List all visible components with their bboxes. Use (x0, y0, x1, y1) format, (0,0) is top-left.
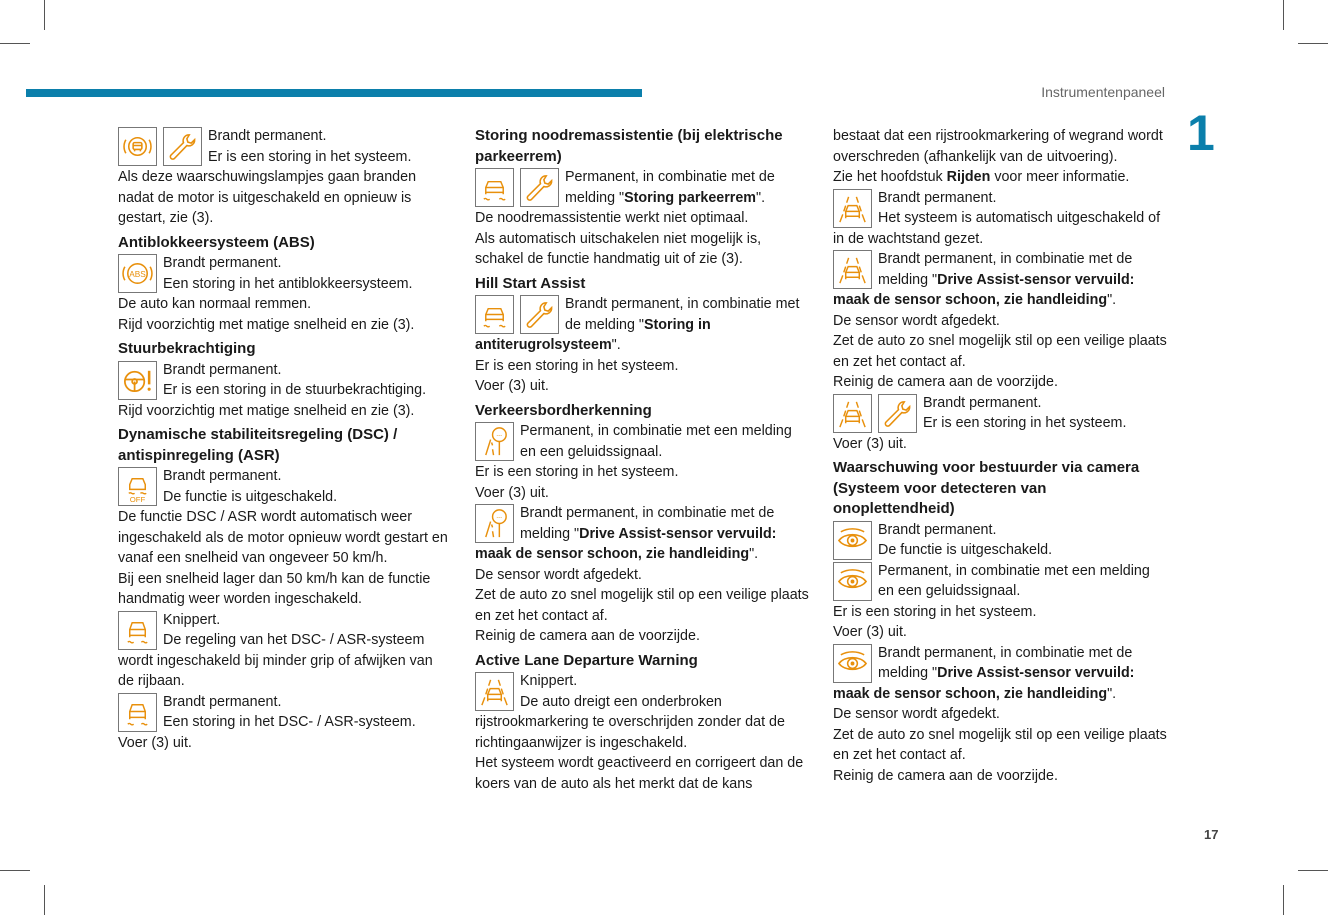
lane-departure-icon (833, 189, 872, 228)
crop-mark (1298, 43, 1328, 44)
row-text-line1: Brandt permanent. (163, 361, 282, 378)
brake-warning-icon (118, 127, 157, 166)
row-text: Brandt permanent, in combinatie met de melding "Storing in antiterugrolsysteem". (475, 296, 800, 353)
heading-hill-start: Hill Start Assist (475, 274, 586, 292)
row-text-line2: De functie is uitgeschakeld. (878, 542, 1053, 558)
crop-mark (44, 0, 45, 30)
paragraph: Zet de auto zo snel mogelijk stil op een veilige plaats en zet het contact af. (833, 333, 1167, 370)
paragraph: Voer (3) uit. (118, 734, 192, 751)
row-text-line1: Brandt permanent. (163, 468, 282, 484)
warning-row-dsc-off (118, 466, 450, 507)
crop-mark (0, 43, 30, 44)
lane-departure-icon (833, 250, 872, 289)
crop-mark (1283, 0, 1284, 30)
row-text-line1: Brandt permanent. (923, 394, 1042, 411)
row-text-line2: Er is een storing in het systeem. (923, 415, 1127, 431)
warning-row-eye-1 (833, 520, 1169, 561)
paragraph: Zie het hoofdstuk Rijden voor meer informatie. (833, 169, 1130, 185)
warning-row-hill (475, 294, 811, 356)
row-text-line1: Knippert. (520, 673, 578, 689)
paragraph: Reinig de camera aan de voorzijde. (833, 767, 1058, 784)
row-text-line2: Een storing in het antiblokkeersysteem. (163, 275, 413, 292)
row-text: Permanent, in combinatie met de melding "Storing parkeerrem". (565, 169, 775, 206)
heading-abs: Antiblokkeersysteem (ABS) (118, 233, 315, 251)
traffic-sign-icon (475, 422, 514, 461)
lane-departure-icon (475, 672, 514, 711)
paragraph: Voer (3) uit. (475, 484, 549, 501)
paragraph: Het systeem wordt geactiveerd en corrigeert dan de koers van de auto als het merkt dat de kans (475, 755, 804, 792)
row-text: Permanent, in combinatie met een melding en een geluidssignaal. (878, 562, 1150, 599)
warning-row-dsc-flash (118, 610, 450, 692)
header-bar (26, 89, 642, 97)
paragraph: bestaat dat een rijstrookmarkering of wegrand wordt overschreden (afhankelijk van de uitvoering). (833, 128, 1163, 165)
paragraph: De auto kan normaal remmen. (118, 296, 312, 312)
paragraph: Voer (3) uit. (475, 378, 549, 394)
row-text-line2: Een storing in het DSC- / ASR-systeem. (163, 714, 416, 730)
warning-row-dsc-fault (118, 692, 450, 733)
warning-row-lane-2 (833, 188, 1169, 250)
row-text-line2: De functie is uitgeschakeld. (163, 488, 338, 505)
warning-row-lane-3 (833, 249, 1169, 311)
crop-mark (44, 885, 45, 915)
paragraph: De noodremassistentie werkt niet optimaal. (475, 210, 749, 226)
heading-lane-departure: Active Lane Departure Warning (475, 651, 698, 669)
eye-icon (833, 644, 872, 683)
warning-row-abs (118, 253, 450, 294)
warning-row-traffic-1 (475, 421, 811, 462)
column-3 (833, 126, 1169, 786)
row-text-line2: Er is een storing in het systeem. (208, 148, 412, 165)
paragraph: Rijd voorzichtig met matige snelheid en zie (3). (118, 316, 415, 333)
warning-row-brake-assist (118, 126, 450, 167)
row-text-line2: De regeling van het DSC- / ASR-systeem wordt ingeschakeld bij minder grip of afwijken van de rijbaan. (118, 632, 433, 689)
paragraph: Er is een storing in het systeem. (475, 464, 679, 480)
paragraph: Zet de auto zo snel mogelijk stil op een veilige plaats en zet het contact af. (475, 587, 809, 624)
paragraph: Rijd voorzichtig met matige snelheid en zie (3). (118, 402, 415, 419)
row-text-line1: Knippert. (163, 611, 221, 628)
paragraph: De sensor wordt afgedekt. (833, 312, 1000, 329)
heading-driver-attention: Waarschuwing voor bestuurder via camera (Systeem voor detecteren van onoplettendheid) (833, 459, 1140, 517)
dsc-icon (118, 693, 157, 732)
wrench-icon (163, 127, 202, 166)
crop-mark (1298, 870, 1328, 871)
paragraph: Reinig de camera aan de voorzijde. (475, 628, 700, 644)
warning-row-eye-2 (833, 561, 1169, 602)
paragraph: Voer (3) uit. (833, 624, 907, 640)
paragraph: De sensor wordt afgedekt. (475, 566, 642, 583)
row-text-line1: Brandt permanent. (163, 255, 282, 271)
paragraph: De sensor wordt afgedekt. (833, 706, 1000, 722)
warning-row-eye-3 (833, 643, 1169, 705)
eye-icon (833, 521, 872, 560)
crop-mark (0, 870, 30, 871)
row-text-line1: Brandt permanent. (163, 693, 282, 710)
column-2 (475, 126, 811, 794)
abs-icon (118, 254, 157, 293)
eye-icon (833, 562, 872, 601)
column-1 (118, 126, 450, 753)
paragraph: Zet de auto zo snel mogelijk stil op een veilige plaats en zet het contact af. (833, 726, 1167, 763)
steering-wheel-icon (118, 361, 157, 400)
wrench-icon (878, 394, 917, 433)
warning-row-brake (475, 167, 811, 208)
car-skid-icon (475, 168, 514, 207)
row-text-line1: Brandt permanent. (878, 521, 997, 538)
row-text: Brandt permanent, in combinatie met de melding "Drive Assist-sensor vervuild: maak de sensor schoon, zie handleiding". (833, 644, 1135, 702)
heading-emergency-brake: Storing noodremassistentie (bij elektrische parkeerrem) (475, 127, 783, 165)
paragraph: Bij een snelheid lager dan 50 km/h kan de functie handmatig weer worden ingeschakeld. (118, 570, 431, 607)
traffic-sign-icon (475, 504, 514, 543)
warning-row-lane (475, 671, 811, 753)
heading-dsc: Dynamische stabiliteitsregeling (DSC) / antispinregeling (ASR) (118, 426, 398, 464)
warning-row-traffic-2 (475, 503, 811, 565)
row-text-line2: Er is een storing in de stuurbekrachtiging. (163, 382, 427, 398)
row-text-line1: Brandt permanent. (208, 128, 327, 144)
wrench-icon (520, 295, 559, 334)
row-text-line2: De auto dreigt een onderbroken rijstrookmarkering te overschrijden zonder dat de richtingaanwijzer is ingeschakeld. (475, 693, 785, 751)
row-text: Permanent, in combinatie met een melding en een geluidssignaal. (520, 423, 792, 460)
row-text: Brandt permanent, in combinatie met de melding "Drive Assist-sensor vervuild: maak de sensor schoon, zie handleiding". (833, 251, 1135, 308)
paragraph: Voer (3) uit. (833, 435, 907, 452)
row-text: Brandt permanent, in combinatie met de melding "Drive Assist-sensor vervuild: maak de sensor schoon, zie handleiding". (475, 505, 777, 562)
paragraph: Er is een storing in het systeem. (833, 603, 1037, 620)
dsc-icon (118, 611, 157, 650)
warning-row-steering (118, 360, 450, 401)
lane-departure-icon (833, 394, 872, 433)
chapter-number: 1 (1187, 105, 1215, 161)
wrench-icon (520, 168, 559, 207)
paragraph: De functie DSC / ASR wordt automatisch weer ingeschakeld als de motor opnieuw wordt gestart en vanaf een snelheid van ongeveer 50 km/h. (118, 509, 448, 566)
heading-traffic-sign: Verkeersbordherkenning (475, 401, 652, 419)
paragraph: Er is een storing in het systeem. (475, 357, 679, 374)
section-title: Instrumentenpaneel (1041, 84, 1165, 100)
paragraph: Als deze waarschuwingslampjes gaan branden nadat de motor is uitgeschakeld en opnieuw is gestart, zie (3). (118, 169, 417, 226)
car-skid-icon (475, 295, 514, 334)
warning-row-lane-4 (833, 393, 1169, 434)
paragraph: Als automatisch uitschakelen niet mogelijk is, schakel de functie handmatig uit of zie (3). (475, 230, 762, 267)
dsc-off-icon (118, 467, 157, 506)
row-text-line2: Het systeem is automatisch uitgeschakeld of in de wachtstand gezet. (833, 210, 1161, 247)
heading-steering: Stuurbekrachtiging (118, 340, 256, 357)
crop-mark (1283, 885, 1284, 915)
row-text-line1: Brandt permanent. (878, 189, 997, 206)
page-number: 17 (1204, 827, 1219, 842)
paragraph: Reinig de camera aan de voorzijde. (833, 374, 1058, 390)
